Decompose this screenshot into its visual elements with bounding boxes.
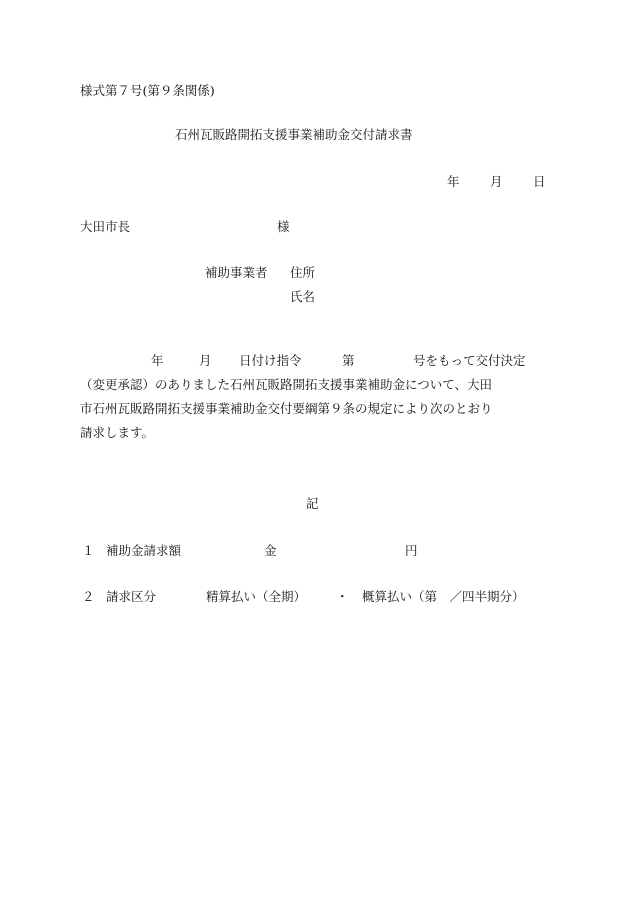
body-year: 年 (151, 353, 164, 368)
applicant-label: 補助事業者 (205, 265, 268, 280)
name-label: 氏名 (290, 289, 316, 304)
body-line-2: （変更承認）のありました石州瓦販路開拓支援事業補助金について、大田 (80, 377, 493, 392)
request-body (80, 355, 548, 451)
item-1-kin: 金 (264, 543, 277, 558)
item-2-separator: ・ (336, 589, 349, 604)
item-1-yen: 円 (405, 543, 418, 558)
body-dai: 第 (342, 353, 355, 368)
date-year: 年 (447, 174, 460, 189)
item-2-option-2: 概算払い（第 ／四半期分） (362, 589, 525, 604)
date-month: 月 (490, 174, 503, 189)
body-month: 月 (199, 353, 212, 368)
addressee-honorific: 様 (277, 219, 290, 234)
document-title: 石州瓦販路開拓支援事業補助金交付請求書 (175, 127, 413, 142)
body-go: 号をもって交付決定 (413, 353, 526, 368)
item-2-label: 請求区分 (106, 589, 157, 604)
form-number: 様式第７号(第９条関係) (80, 83, 215, 98)
addressee-name: 大田市長 (80, 219, 131, 234)
body-line-4: 請求します。 (80, 425, 155, 440)
item-2-number: ２ (82, 589, 95, 604)
date-day: 日 (533, 174, 546, 189)
ki-heading: 記 (306, 496, 319, 511)
body-date-directive: 日付け指令 (239, 353, 302, 368)
item-1-label: 補助金請求額 (106, 543, 182, 558)
item-1-number: １ (82, 543, 95, 558)
body-line-3: 市石州瓦販路開拓支援事業補助金交付要綱第９条の規定により次のとおり (80, 401, 493, 416)
address-label: 住所 (290, 265, 316, 280)
item-2-option-1: 精算払い（全期） (206, 589, 307, 604)
body-line-1 (80, 355, 548, 379)
